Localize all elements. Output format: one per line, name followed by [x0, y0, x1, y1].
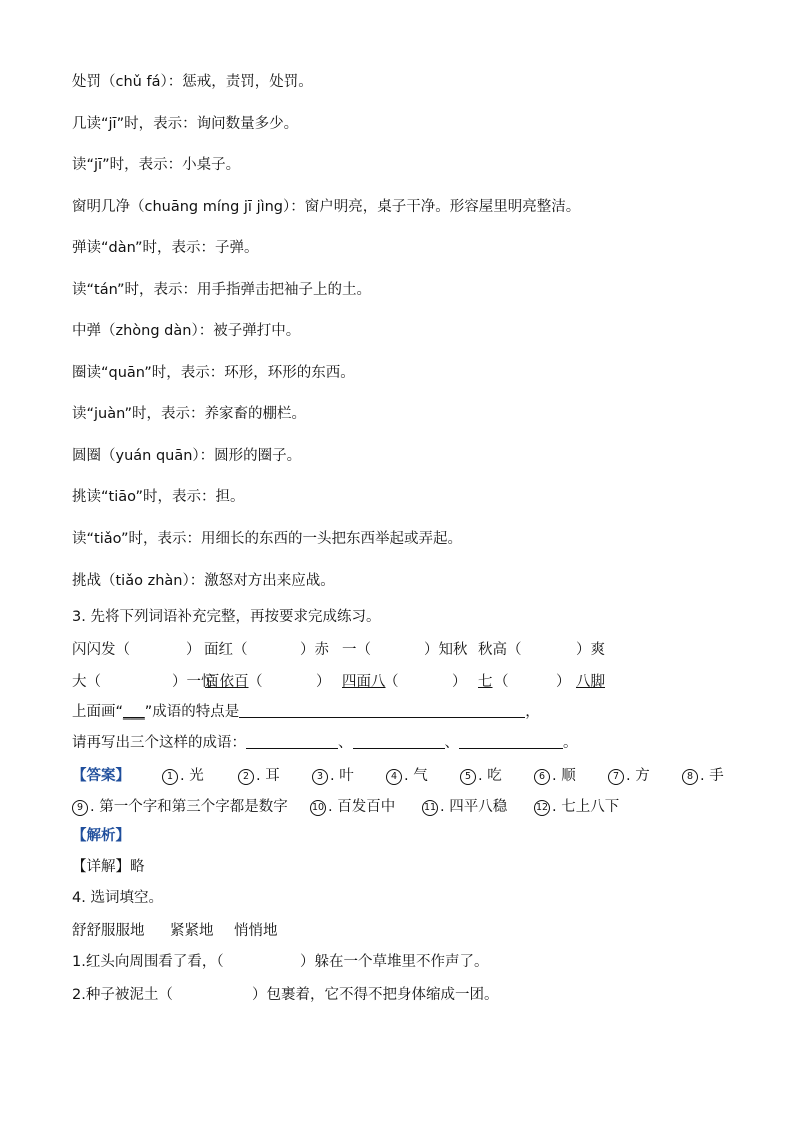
definition-line: 读“tán”时，表示：用手指弹击把袖子上的土。	[72, 282, 371, 298]
circled-number: 3	[312, 769, 328, 785]
definition-line: 弹读“dàn”时，表示：子弹。	[72, 240, 259, 256]
answer-text: . 吃	[478, 768, 502, 784]
answer-item	[682, 764, 724, 785]
circled-number: 7	[608, 769, 624, 785]
definition-line: 圆圈（yuán quān）：圆形的圈子。	[72, 448, 302, 464]
sentence-prefix: 1.红头向周围看了看，（	[72, 954, 224, 970]
underlined-idiom-part: 八脚	[576, 674, 605, 690]
definition-line: 读“tiǎo”时，表示：用细长的东西的一头把东西举起或弄起。	[72, 531, 462, 547]
answer-item	[608, 764, 650, 785]
feature-end: ，	[525, 704, 540, 720]
answer-blank[interactable]	[239, 703, 525, 718]
definition-line: 中弹（zhòng dàn）：被子弹打中。	[72, 323, 301, 339]
answer-item	[312, 764, 354, 785]
circled-number: 8	[682, 769, 698, 785]
fill-blank-item: ）知秋	[424, 642, 468, 658]
fill-blank-item: （	[384, 674, 399, 690]
fill-blank-item: 大（	[72, 674, 101, 690]
underlined-idiom-part: 七	[478, 674, 493, 690]
answer-item	[238, 764, 280, 785]
separator: 、	[338, 735, 353, 751]
circled-number: 4	[386, 769, 402, 785]
answer-text: . 光	[180, 768, 204, 784]
word-option: 紧紧地	[170, 923, 214, 939]
sentence-suffix: ）躲在一个草堆里不作声了。	[300, 954, 489, 970]
definition-line: 读“jī”时，表示：小桌子。	[72, 157, 241, 173]
definition-line: 读“juàn”时，表示：养家畜的棚栏。	[72, 406, 307, 422]
fill-blank-item: ）爽	[576, 642, 605, 658]
answer-item	[162, 764, 204, 785]
circled-number: 5	[460, 769, 476, 785]
answer-blank[interactable]	[246, 734, 338, 749]
answer-item	[72, 795, 288, 816]
definition-line: 挑战（tiǎo zhàn）：激怒对方出来应战。	[72, 573, 335, 589]
answer-text: . 七上八下	[552, 799, 620, 815]
write-prefix: 请再写出三个这样的成语：	[72, 735, 246, 751]
separator: 、	[444, 735, 459, 751]
circled-number: 12	[534, 800, 550, 816]
question-3-write-line	[72, 733, 578, 753]
fill-blank-item: 秋高（	[478, 642, 522, 658]
circled-number: 10	[310, 800, 326, 816]
question-3-title: 3. 先将下列词语补充完整，再按要求完成练习。	[72, 609, 381, 625]
fill-blank-item: ）	[316, 674, 331, 690]
answer-text: . 气	[404, 768, 428, 784]
answer-item	[386, 764, 428, 785]
answer-item	[460, 764, 502, 785]
answer-text: . 手	[700, 768, 724, 784]
fill-blank-item: ）	[556, 674, 571, 690]
answer-label: 【答案】	[72, 768, 130, 784]
feature-underline-sample: ___	[123, 704, 145, 720]
fill-blank-item: ）赤	[300, 642, 329, 658]
analysis-label: 【解析】	[72, 828, 130, 844]
definition-line: 圈读“quān”时，表示：环形，环形的东西。	[72, 365, 355, 381]
answer-blank[interactable]	[353, 734, 445, 749]
fill-blank-item: 一（	[342, 642, 371, 658]
feature-middle: ”成语的特点是	[144, 704, 240, 720]
fill-blank-item: ）	[452, 674, 467, 690]
answer-text: . 百发百中	[328, 799, 396, 815]
fill-blank-item: ）一惊	[172, 674, 216, 690]
answer-text: . 第一个字和第三个字都是数字	[90, 799, 288, 815]
circled-number: 11	[422, 800, 438, 816]
write-end: 。	[563, 735, 578, 751]
circled-number: 6	[534, 769, 550, 785]
question-3-feature-line	[72, 702, 540, 722]
definition-line: 挑读“tiāo”时，表示：担。	[72, 489, 245, 505]
definition-line: 处罚（chǔ fá）：惩戒，责罚，处罚。	[72, 74, 313, 90]
analysis-detail: 【详解】略	[72, 859, 145, 875]
definition-line: 窗明几净（chuāng míng jī jìng）：窗户明亮，桌子干净。形容屋里明亮整洁。	[72, 199, 581, 215]
sentence-suffix: ）包裹着，它不得不把身体缩成一团。	[252, 987, 499, 1003]
underlined-idiom-part: 四面八	[342, 674, 386, 690]
answer-text: . 方	[626, 768, 650, 784]
circled-number: 9	[72, 800, 88, 816]
underlined-idiom-part: 百依百	[205, 674, 249, 690]
word-option: 舒舒服服地	[72, 923, 145, 939]
answer-text: . 叶	[330, 768, 354, 784]
circled-number: 1	[162, 769, 178, 785]
answer-text: . 耳	[256, 768, 280, 784]
answer-item	[534, 795, 619, 816]
fill-blank-item: 面红（	[204, 642, 248, 658]
question-4-title: 4. 选词填空。	[72, 890, 163, 906]
sentence-prefix: 2.种子被泥土（	[72, 987, 173, 1003]
answer-text: . 顺	[552, 768, 576, 784]
fill-blank-item: （	[248, 674, 263, 690]
fill-blank-item: 闪闪发（	[72, 642, 130, 658]
answer-item	[422, 795, 507, 816]
feature-prefix: 上面画“	[72, 704, 124, 720]
circled-number: 2	[238, 769, 254, 785]
word-option: 悄悄地	[234, 923, 278, 939]
answer-item	[534, 764, 576, 785]
fill-blank-item: ）	[186, 642, 201, 658]
answer-blank[interactable]	[459, 734, 563, 749]
answer-text: . 四平八稳	[440, 799, 508, 815]
answer-item	[310, 795, 395, 816]
fill-blank-item: （	[494, 674, 509, 690]
definition-line: 几读“jī”时，表示：询问数量多少。	[72, 116, 299, 132]
